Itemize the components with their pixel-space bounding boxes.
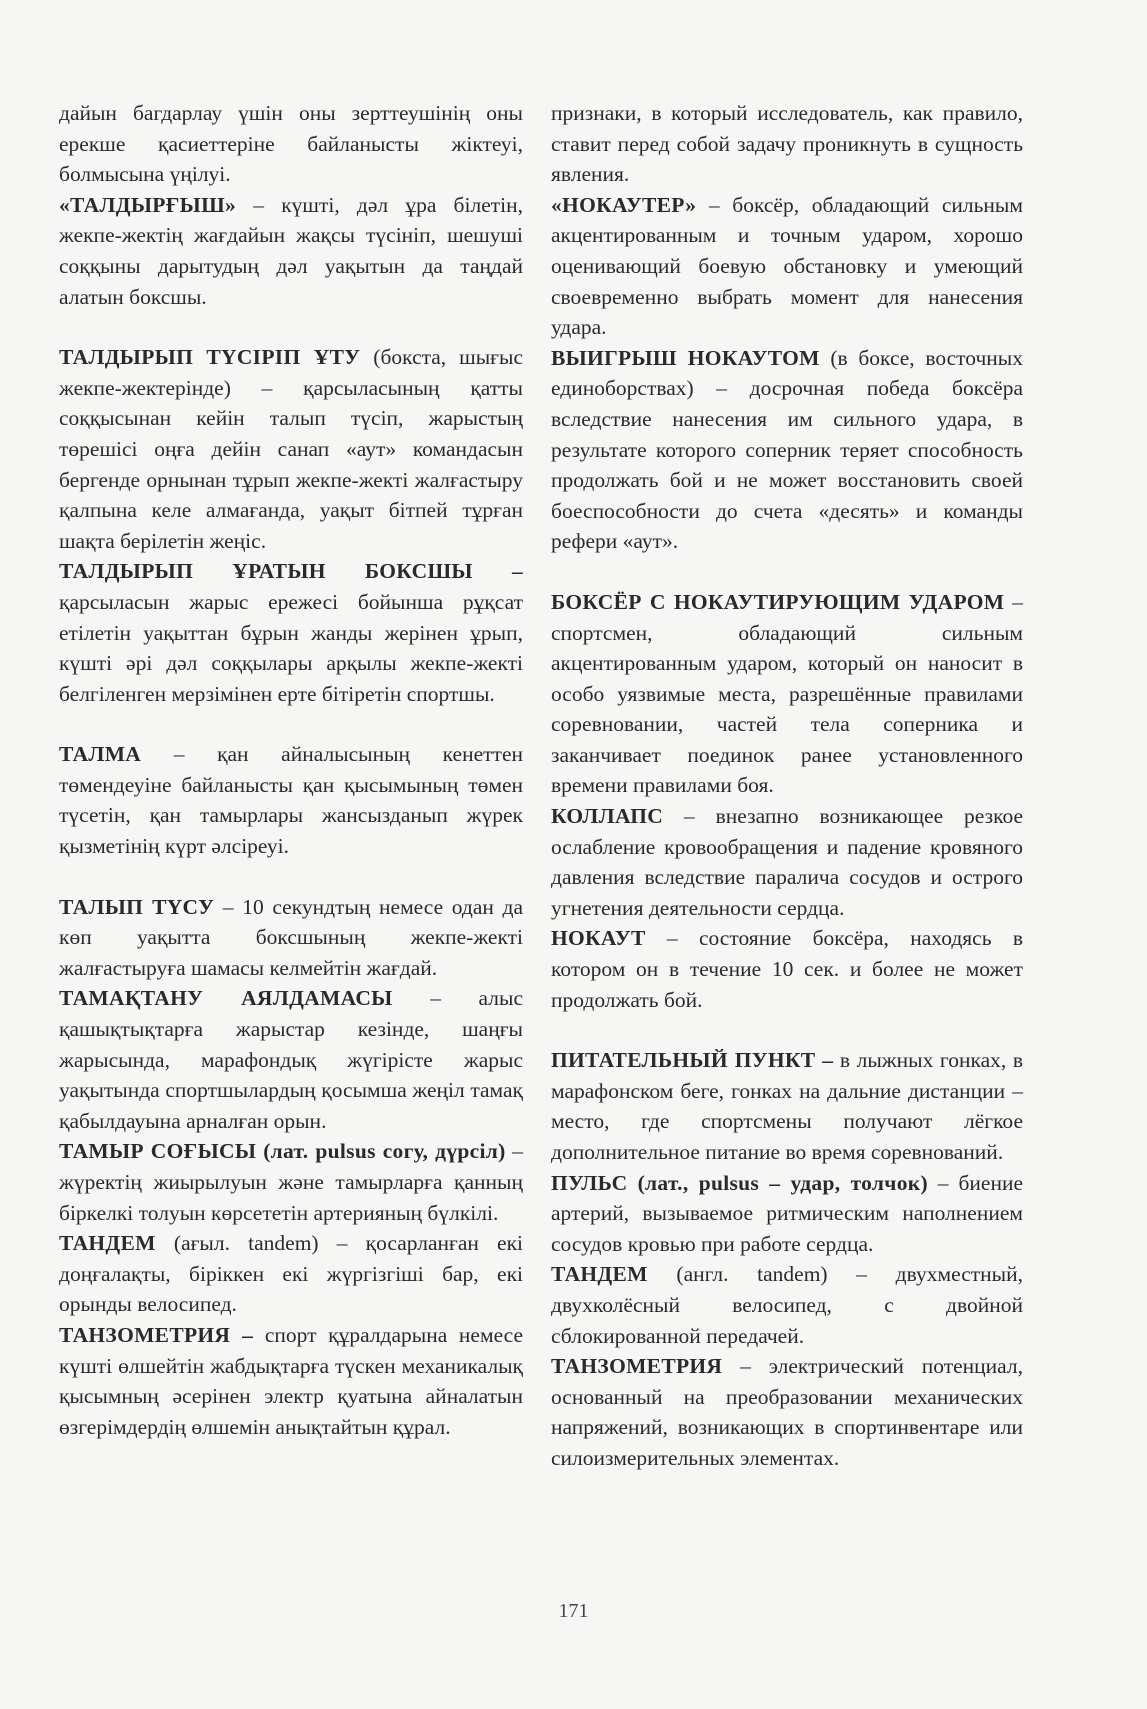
dictionary-entry [59, 892, 523, 984]
entry-term: «НОКАУТЕР» [551, 192, 697, 217]
entry-definition: дайын багдарлау үшін оны зерттеушінің оны ерекше қасиеттеріне байланысты жіктеуі, болмысына үңілуі. [59, 101, 523, 187]
entry-definition: – электрический потенциал, основанный на преобразовании механических напряжений, возникающих в спортинвентаре или силоизмерительных элементах. [551, 1354, 1023, 1470]
entry-definition: в лыжных гонках, в марафонском беге, гонках на дальние дистанции – место, где спортсмены получают лёгкое дополнительное питание во время соревнований. [551, 1048, 1023, 1164]
dictionary-entry [59, 983, 523, 1136]
dictionary-entry [59, 556, 523, 709]
dictionary-entry [551, 98, 1023, 190]
entry-term: ВЫИГРЫШ НОКАУТОМ [551, 345, 820, 370]
dictionary-entry [551, 923, 1023, 1015]
entry-term: КОЛЛАПС [551, 804, 664, 829]
dictionary-entry [551, 587, 1023, 801]
entry-definition: (в боксе, восточных единоборствах) – досрочная победа боксёра вследствие нанесения им сильного удара, в результате которого соперник теряет способность продолжать бой и не может восстановить своей боеспособности до счета «десять» и команды рефери «аут». [551, 345, 1023, 554]
entry-term: «ТАЛДЫРҒЫШ» [59, 192, 237, 217]
entry-term: ТАМЫР СОҒЫСЫ (лат. pulsus coгу, дүрсіл) [59, 1139, 506, 1164]
page-number: 171 [558, 1600, 589, 1622]
entry-term: ТАЛЫП ТҮСУ [59, 894, 215, 919]
entry-definition: признаки, в который исследователь, как правило, ставит перед собой задачу проникнуть в сущность явления. [551, 101, 1023, 187]
entry-definition: қарсыласын жарыс ережесі бойынша рұқсат етілетін уақыттан бұрын жанды жерінен ұрып, күшті әрі дәл соққылары арқылы жекпе-жекті белгіленген мерзімінен ерте бітіретін спортшы. [59, 589, 523, 706]
dictionary-entry [551, 190, 1023, 343]
entry-definition: – спортсмен, обладающий сильным акцентированным ударом, который он наносит в особо уязвимые места, разрешённые правилами соревновании, частей тела соперника и заканчивает поединок ранее установленного времени правилами боя. [551, 589, 1023, 798]
entry-term: ТАНЗОМЕТРИЯ – [59, 1322, 254, 1347]
entry-definition: – 10 секундтың немесе одан да көп уақытта боксшының жекпе-жекті жалғастыруға шамасы келмейтін жағдай. [59, 894, 523, 980]
dictionary-entry [59, 190, 523, 312]
entry-term: ТАНДЕМ [551, 1262, 648, 1287]
entry-term: ПИТАТЕЛЬНЫЙ ПУНКТ – [551, 1048, 834, 1073]
entry-term: ТАЛМА [59, 742, 142, 767]
entry-term: ТАНЗОМЕТРИЯ [551, 1354, 723, 1379]
entry-term: ТАЛДЫРЫП ТҮСІРІП ҰТУ [59, 345, 361, 370]
dictionary-entry [59, 739, 523, 861]
dictionary-entry [59, 342, 523, 556]
entry-definition: – қан айналысының кенеттен төмендеуіне байланысты қан қысымының төмен түсетін, қан тамырлары жансызданып жүрек қызметінің күрт әлсіреуі. [59, 742, 523, 859]
entry-definition: – күшті, дәл ұра білетін, жекпе-жектің жағдайын жақсы түсініп, шешуші соққыны дарытудың дәл уақытын да таңдай алатын боксшы. [59, 192, 523, 309]
left-column [59, 98, 523, 1442]
entry-term: БОКСЁР С НОКАУТИРУЮЩИМ УДАРОМ [551, 589, 1005, 614]
entry-definition: – биение артерий, вызываемое ритмическим наполнением сосудов кровью при работе сердца. [551, 1170, 1023, 1256]
entry-definition: – боксёр, обладающий сильным акцентированным и точным ударом, хорошо оценивающий боевую обстановку и умеющий своевременно выбрать момент для нанесения удара. [551, 192, 1023, 340]
entry-definition: (бокста, шығыс жекпе-жектерінде) – қарсыласының қатты соққысынан кейін талып түсіп, жарыстың төрешісі оңға дейін санап «аут» командасын бергенде орнынан тұрып жекпе-жекті жалғастыру қалпына келе алмағанда, уақыт бітпей тұрған шақта берілетін жеңіс. [59, 345, 523, 553]
dictionary-entry [59, 1320, 523, 1442]
entry-definition: (англ. tandem) – двухместный, двухколёсный велосипед, с двойной сблокированной передачей. [551, 1262, 1023, 1348]
entry-definition: – состояние боксёра, находясь в котором он в течение 10 сек. и более не может продолжать бой. [551, 926, 1023, 1012]
entry-definition: – внезапно возникающее резкое ослабление кровообращения и падение кровяного давления вследствие паралича сосудов и острого угнетения деятельности сердца. [551, 804, 1023, 920]
dictionary-entry [59, 1228, 523, 1320]
right-column [551, 98, 1023, 1474]
entry-definition: спорт құралдарына немесе күшті өлшейтін жабдықтарға түскен механикалық қысымның әсерінен электр қуатына айналатын өзгерімдердің өлшемін анықтайтын құрал. [59, 1322, 523, 1439]
entry-definition: – алыс қашықтықтарға жарыстар кезінде, шаңғы жарысында, марафондық жүгірісте жарыс уақытында спортшылардың қосымша жеңіл тамақ қабылдауына арналған орын. [59, 986, 524, 1133]
dictionary-entry [551, 343, 1023, 557]
entry-term: ТАНДЕМ [59, 1231, 156, 1256]
dictionary-entry [551, 1259, 1023, 1351]
entry-term: ТАЛДЫРЫП ҰРАТЫН БОКСШЫ – [59, 559, 523, 584]
dictionary-entry [551, 1045, 1023, 1167]
entry-term: ПУЛЬС (лат., pulsus – удар, толчок) [551, 1170, 928, 1195]
entry-definition: (ағыл. tandem) – қосарланған екі доңғалақты, біріккен екі жүргізгіші бар, екі орынды велосипед. [59, 1231, 523, 1317]
entry-term: ТАМАҚТАНУ АЯЛДАМАСЫ [59, 986, 393, 1011]
entry-definition: – жүректің жиырылуын және тамырларға қанның біркелкі толуын көрсететін артерияның бүлкілі. [59, 1139, 523, 1225]
dictionary-entry [551, 801, 1023, 923]
dictionary-entry [551, 1351, 1023, 1473]
dictionary-entry [551, 1168, 1023, 1260]
entry-term: НОКАУТ [551, 926, 646, 951]
dictionary-entry [59, 98, 523, 190]
dictionary-entry [59, 1136, 523, 1228]
